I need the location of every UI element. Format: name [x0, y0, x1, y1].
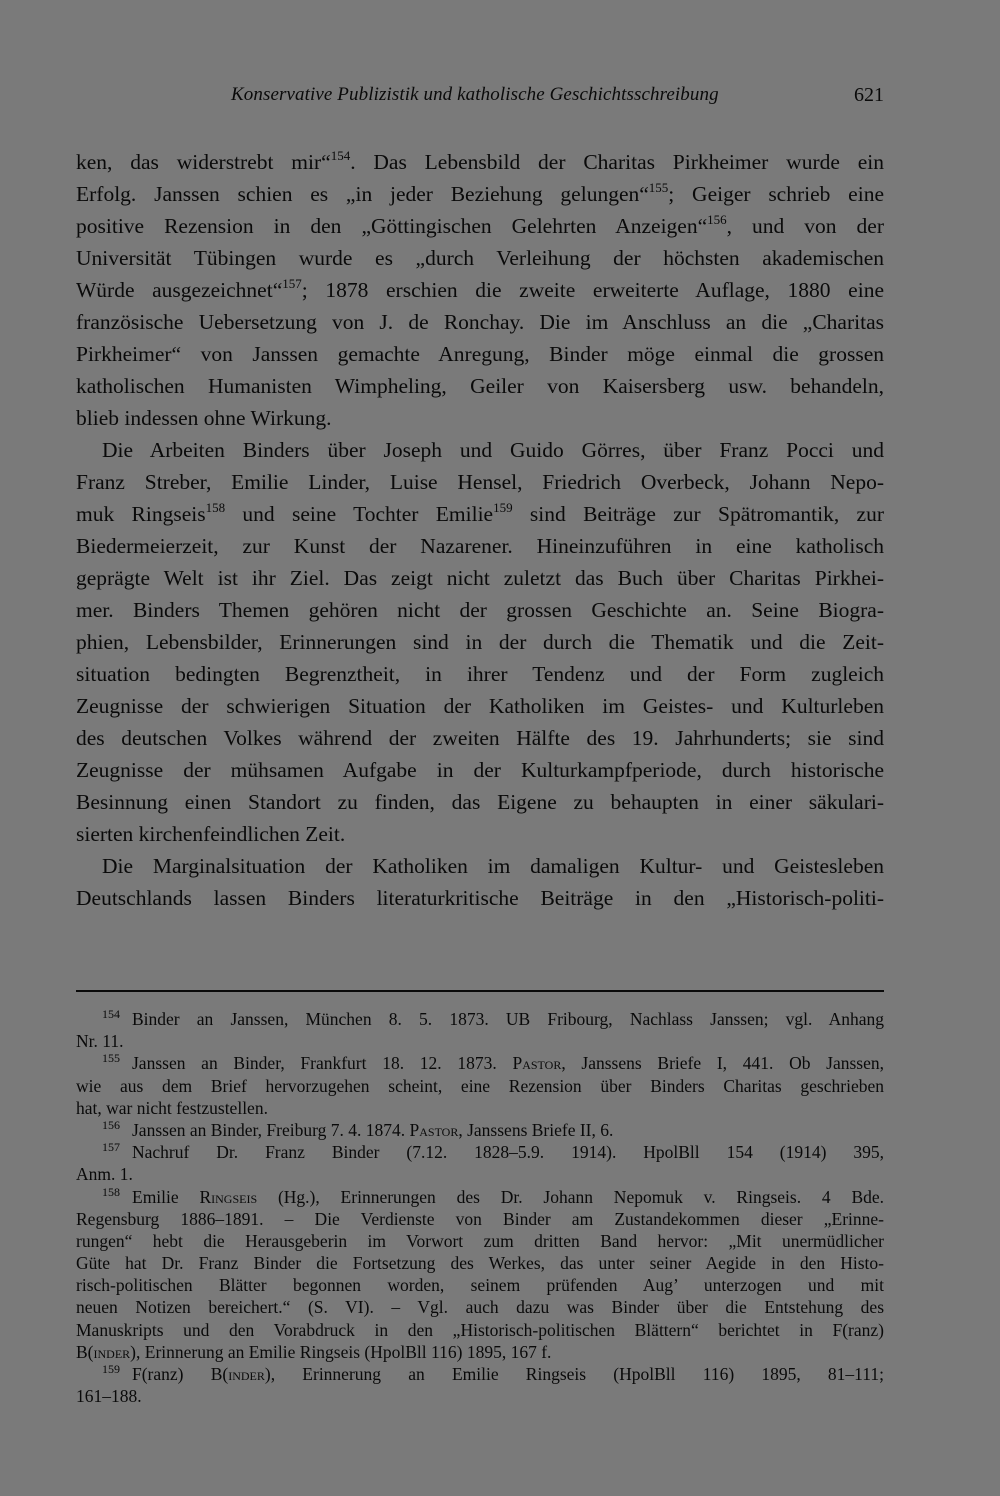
footnote-line: hat, war nicht festzustellen.: [76, 1097, 268, 1118]
text-line: situation bedingten Begrenztheit, in ihrer Tendenz und der Form zugleich: [76, 662, 884, 686]
text-line: französische Uebersetzung von J. de Ronchay. Die im Anschluss an die „Charitas: [76, 310, 884, 334]
running-title: Konservative Publizistik und katholische Geschichtsschreibung: [231, 84, 719, 105]
footnote-156: $^{156}$ Janssen an Binder, Freiburg 7. 4. 1874. Pastor, Janssens Briefe II, 6.: [102, 1118, 614, 1140]
text-line: katholischen Humanisten Wimpheling, Geiler von Kaisersberg usw. behandeln,: [76, 374, 884, 398]
footnote-number: 157: [102, 1141, 120, 1155]
footnote-line: 161–188.: [76, 1386, 142, 1407]
text-line: Zeugnisse der schwierigen Situation der Katholiken im Geistes- und Kulturleben: [76, 694, 884, 718]
footnote-159: $^{159}$ F(ranz) B(inder), Erinnerung an Emilie Ringseis (HpolBll 116) 1895, 81–111;: [102, 1363, 884, 1384]
page-number: 621: [854, 84, 884, 106]
text-line: Universität Tübingen wurde es „durch Verleihung der höchsten akademischen: [76, 246, 884, 270]
footnote-ref: 158: [205, 500, 226, 515]
text-line: Die Arbeiten Binders über Joseph und Guido Görres, über Franz Pocci und: [102, 438, 884, 462]
text-line: ken, das widerstrebt mir“$^{154}$. Das Lebensbild der Charitas Pirkheimer wurde ein: [76, 148, 884, 174]
text-line: Biedermeierzeit, zur Kunst der Nazarener. Hineinzuführen in eine katholisch: [76, 534, 884, 558]
footnote-158: $^{158}$ Emilie Ringseis (Hg.), Erinnerungen des Dr. Johann Nepomuk v. Ringseis. 4 Bde.: [102, 1185, 884, 1207]
text-line: muk Ringseis$^{158}$ und seine Tochter Emilie$^{159}$ sind Beiträge zur Spätromantik, zur: [76, 500, 884, 526]
footnote-line: neuen Notizen bereichert.“ (S. VI). – Vgl. auch dazu was Binder über die Entstehung des: [76, 1297, 884, 1318]
footnote-line: Nr. 11.: [76, 1031, 124, 1052]
footnote-line: wie aus dem Brief hervorzugehen scheint, eine Rezension über Binders Charitas geschrieben: [76, 1075, 884, 1096]
page-header: [76, 84, 884, 118]
footnote-number: 155: [102, 1052, 120, 1066]
footnote-number: 159: [102, 1363, 120, 1376]
text-line: Deutschlands lassen Binders literaturkritische Beiträge in den „Historisch-politi-: [76, 886, 884, 910]
text-line: blieb indessen ohne Wirkung.: [76, 406, 332, 430]
footnote-155: $^{155}$ Janssen an Binder, Frankfurt 18. 12. 1873. Pastor, Janssens Briefe I, 441. Ob Janssen,: [102, 1052, 884, 1074]
footnote-line: risch-politischen Blätter begonnen worden, seinem prüfenden Aug’ unterzogen und mit: [76, 1275, 884, 1296]
footnotes: [76, 1008, 884, 1407]
footnote-line: Regensburg 1886–1891. – Die Verdienste von Binder am Zustandekommen dieser „Erinne-: [76, 1208, 884, 1229]
main-text: [76, 146, 884, 914]
text-line: Zeugnisse der mühsamen Aufgabe in der Kulturkampfperiode, durch historische: [76, 758, 884, 782]
footnote-separator: [76, 990, 884, 992]
text-line: Würde ausgezeichnet“$^{157}$; 1878 erschien die zweite erweiterte Auflage, 1880 eine: [76, 276, 884, 302]
footnote-154: $^{154}$ Binder an Janssen, München 8. 5. 1873. UB Fribourg, Nachlass Janssen; vgl. Anhang: [102, 1008, 884, 1029]
text-line: sierten kirchenfeindlichen Zeit.: [76, 822, 346, 846]
text-line: mer. Binders Themen gehören nicht der grossen Geschichte an. Seine Biogra-: [76, 598, 884, 622]
footnote-number: 154: [102, 1008, 120, 1021]
footnote-ref: 154: [330, 148, 351, 163]
text-line: Pirkheimer“ von Janssen gemachte Anregung, Binder möge einmal die grossen: [76, 342, 884, 366]
text-line: Besinnung einen Standort zu finden, das Eigene zu behaupten in einer säkulari-: [76, 790, 884, 814]
text-line: positive Rezension in den „Göttingischen Gelehrten Anzeigen“$^{156}$, und von der: [76, 212, 884, 238]
text-line: phien, Lebensbilder, Erinnerungen sind in der durch die Thematik und die Zeit-: [76, 630, 884, 654]
text-line: geprägte Welt ist ihr Ziel. Das zeigt nicht zuletzt das Buch über Charitas Pirkhei-: [76, 566, 884, 590]
text-line: Die Marginalsituation der Katholiken im damaligen Kultur- und Geistesleben: [102, 854, 884, 878]
footnote-ref: 159: [493, 500, 513, 515]
footnote-ref: 156: [707, 212, 727, 227]
footnote-ref: 155: [648, 180, 669, 195]
footnote-line: Manuskripts und den Vorabdruck in den „Historisch-politischen Blättern“ berichtet in F(ranz): [76, 1319, 884, 1340]
footnote-line: Anm. 1.: [76, 1164, 133, 1185]
footnote-line: Güte hat Dr. Franz Binder die Fortsetzung des Werkes, das unter seiner Aegide in den Histo-: [76, 1253, 884, 1274]
footnote-number: 158: [102, 1185, 120, 1199]
footnote-line: B(inder), Erinnerung an Emilie Ringseis (HpolBll 116) 1895, 167 f.: [76, 1341, 552, 1362]
footnote-157: $^{157}$ Nachruf Dr. Franz Binder (7.12. 1828–5.9. 1914). HpolBll 154 (1914) 395,: [102, 1141, 884, 1163]
footnote-number: 156: [102, 1118, 120, 1132]
text-line: Franz Streber, Emilie Linder, Luise Hensel, Friedrich Overbeck, Johann Nepo-: [76, 470, 884, 494]
text-line: Erfolg. Janssen schien es „in jeder Beziehung gelungen“$^{155}$; Geiger schrieb eine: [76, 180, 884, 206]
footnote-ref: 157: [282, 276, 302, 291]
text-line: des deutschen Volkes während der zweiten Hälfte des 19. Jahrhunderts; sie sind: [76, 726, 884, 750]
footnote-line: rungen“ hebt die Herausgeberin im Vorwort zum dritten Band hervor: „Mit unermüdlicher: [76, 1230, 884, 1251]
